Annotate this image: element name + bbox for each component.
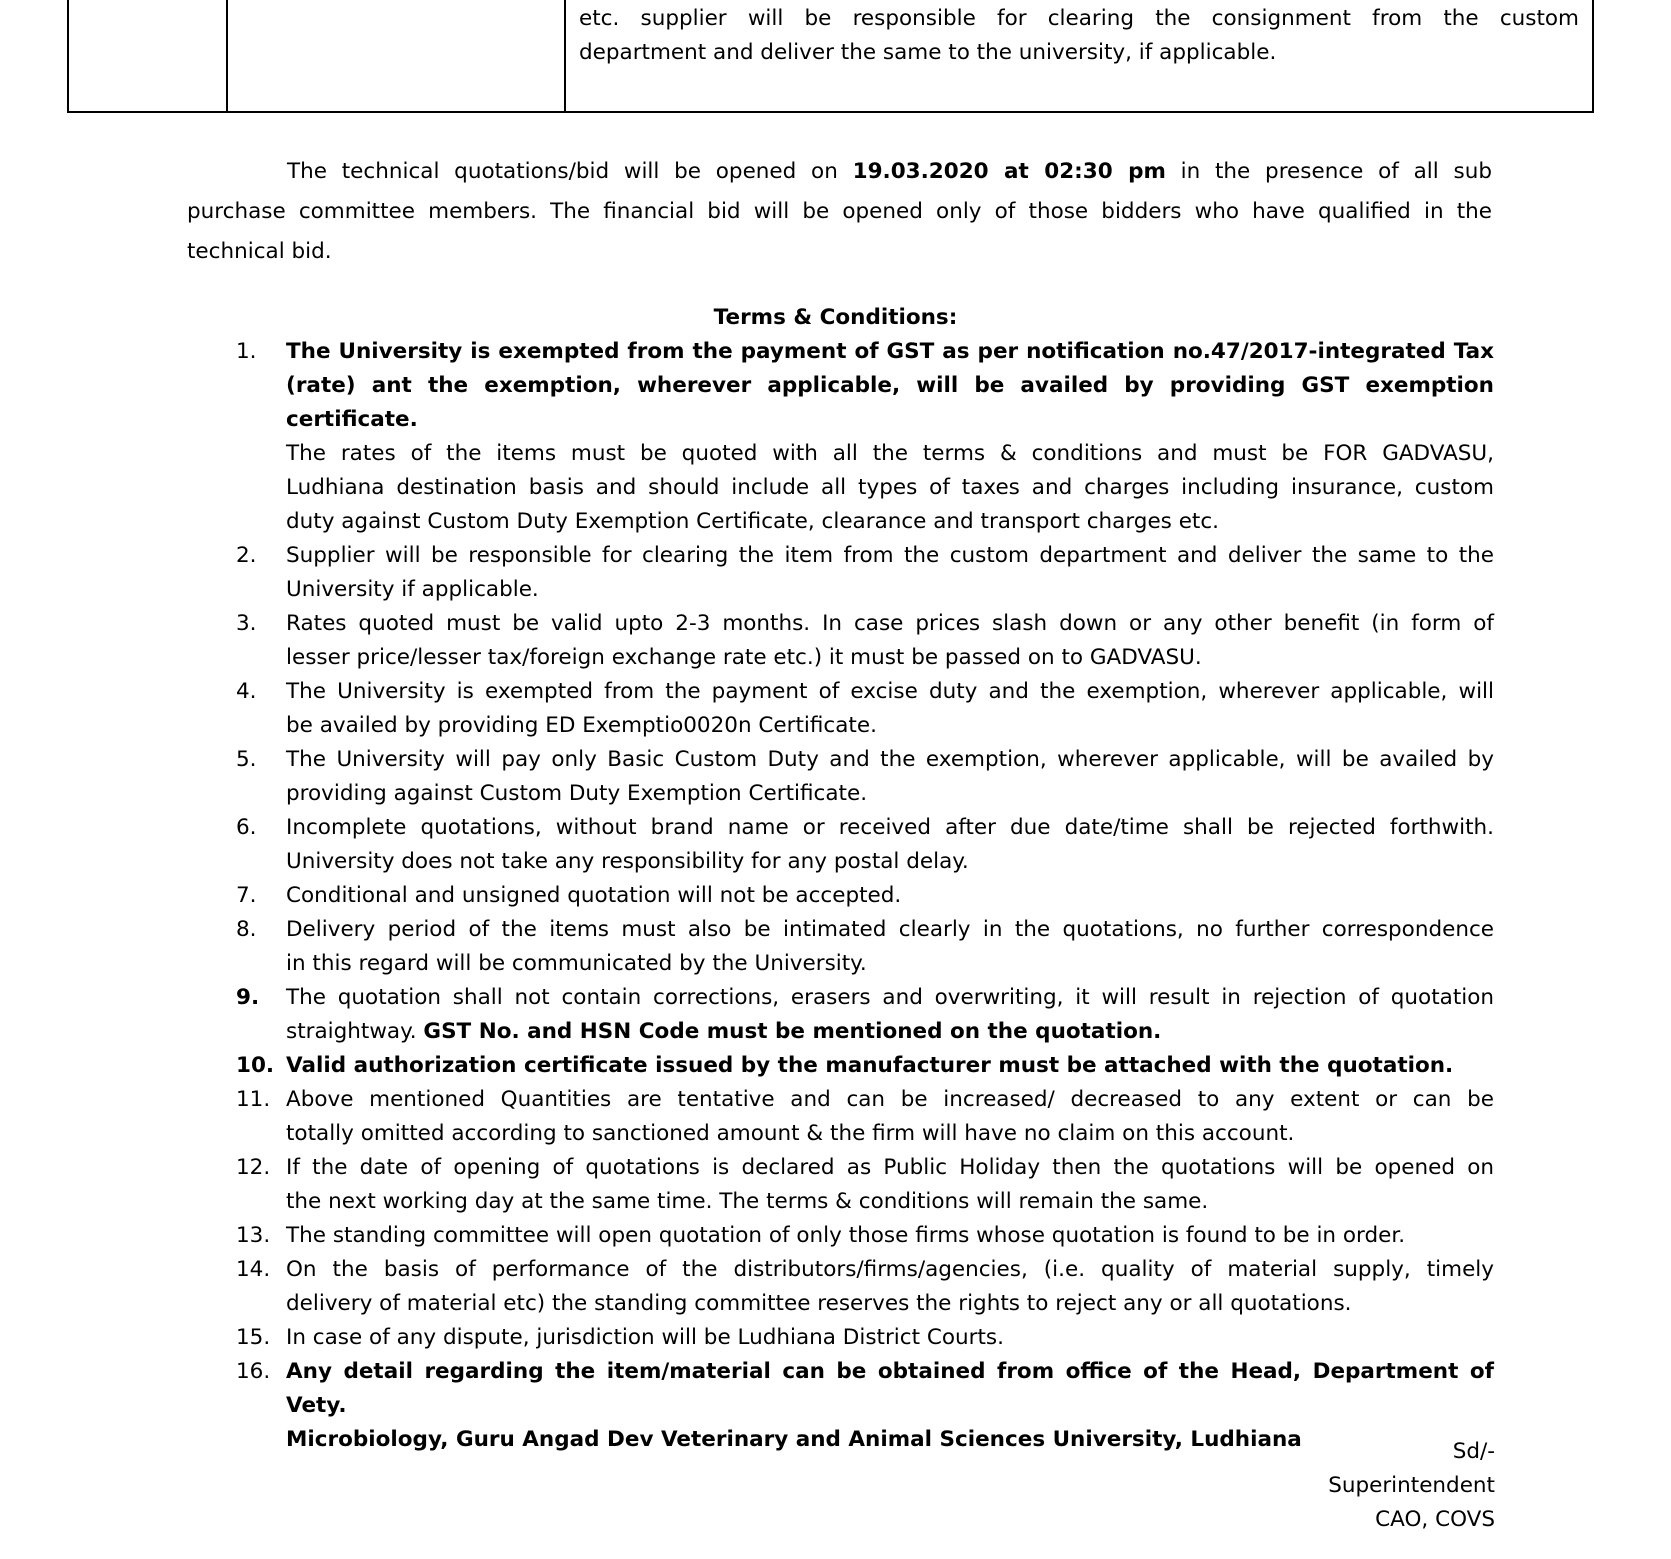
term-number: 15. [236,1325,271,1350]
term-emphasis: GST No. and HSN Code must be mentioned on the quotation. [423,1019,1162,1044]
term-line: The quotation shall not contain corrections, erasers and overwriting, it will result in rejection of quotation [286,985,1494,1010]
term-line: The University is exempted from the payment of GST as per notification no.47/2017-integrated Tax [286,339,1494,364]
term-line: Valid authorization certificate issued by the manufacturer must be attached with the quotation. [286,1053,1454,1078]
term-number: 6. [236,815,257,840]
term-line: On the basis of performance of the distributors/firms/agencies, (i.e. quality of material supply, timely [286,1257,1494,1282]
terms-list [236,335,1494,1457]
term-line: If the date of opening of quotations is declared as Public Holiday then the quotations will be opened on [286,1155,1494,1180]
term-line: The rates of the items must be quoted with all the terms & conditions and must be FOR GADVASU, [286,441,1494,466]
term-line: (rate) ant the exemption, wherever applicable, will be availed by providing GST exemption certificate. [286,373,1494,432]
opening-paragraph [187,152,1492,272]
term-number: 9. [236,985,260,1010]
term-text: straightway. [286,1019,417,1044]
term-line: Microbiology, Guru Angad Dev Veterinary and Animal Sciences University, Ludhiana [286,1427,1302,1452]
table-cell-empty-1 [69,0,228,111]
term-item [236,879,1494,913]
term-number: 5. [236,747,257,772]
signature-sd: Sd/- [1452,1439,1495,1464]
signature-designation: Superintendent [1328,1473,1495,1498]
term-number: 8. [236,917,257,942]
term-item [236,675,1494,743]
opening-date: 19.03.2020 at 02:30 pm [852,159,1166,184]
signature-block [1328,1435,1495,1537]
opening-line: technical bid. [187,239,332,264]
table-text-line: etc. supplier will be responsible for clearing the consignment from the custom [579,6,1579,31]
opening-line: purchase committee members. The financial bid will be opened only of those bidders who have qualified in the [187,199,1492,224]
term-line: lesser price/lesser tax/foreign exchange rate etc.) it must be passed on to GADVASU. [286,645,1202,670]
term-item [236,1049,1494,1083]
term-number: 14. [236,1257,271,1282]
term-line: The University is exempted from the payment of excise duty and the exemption, wherever applicable, will [286,679,1494,704]
term-line: University if applicable. [286,577,539,602]
term-item [236,1219,1494,1253]
term-item [236,539,1494,607]
term-line: Rates quoted must be valid upto 2-3 months. In case prices slash down or any other benefit (in form of [286,611,1494,636]
term-number: 3. [236,611,257,636]
term-item [236,811,1494,879]
term-item [236,607,1494,675]
term-line: The standing committee will open quotation of only those firms whose quotation is found to be in order. [286,1223,1406,1248]
table-cell-empty-2 [228,0,566,111]
term-number: 13. [236,1223,271,1248]
term-line: the next working day at the same time. The terms & conditions will remain the same. [286,1189,1209,1214]
term-line: Incomplete quotations, without brand name or received after due date/time shall be rejected forthwith. [286,815,1494,840]
terms-heading: Terms & Conditions: [713,305,958,330]
table-fragment [67,0,1594,113]
term-line: Above mentioned Quantities are tentative and can be increased/ decreased to any extent or can be [286,1087,1494,1112]
term-number: 16. [236,1359,271,1384]
term-number: 4. [236,679,257,704]
term-line: in this regard will be communicated by the University. [286,951,867,976]
term-item [236,1321,1494,1355]
term-item [236,913,1494,981]
term-item [236,981,1494,1049]
term-item [236,743,1494,811]
table-cell-text [579,2,1579,70]
term-line: In case of any dispute, jurisdiction will be Ludhiana District Courts. [286,1325,1004,1350]
term-number: 12. [236,1155,271,1180]
term-item [236,335,1494,539]
term-line: The University will pay only Basic Custom Duty and the exemption, wherever applicable, will be availed by [286,747,1494,772]
term-line: Conditional and unsigned quotation will not be accepted. [286,883,902,908]
table-text-line: department and deliver the same to the university, if applicable. [579,40,1277,65]
term-number: 10. [236,1053,275,1078]
term-line: duty against Custom Duty Exemption Certificate, clearance and transport charges etc. [286,509,1220,534]
term-line: providing against Custom Duty Exemption Certificate. [286,781,868,806]
term-number: 7. [236,883,257,908]
term-line [286,1015,1494,1049]
term-item [236,1355,1494,1457]
opening-text: in the presence of all sub [1180,159,1492,184]
term-line: Any detail regarding the item/material can be obtained from office of the Head, Department of Vety. [286,1359,1494,1418]
term-line: totally omitted according to sanctioned amount & the firm will have no claim on this account. [286,1121,1295,1146]
term-line: be availed by providing ED Exemptio0020n Certificate. [286,713,877,738]
term-line: Delivery period of the items must also be intimated clearly in the quotations, no further correspondence [286,917,1494,942]
term-number: 11. [236,1087,271,1112]
opening-line [187,152,1492,192]
term-line: Ludhiana destination basis and should include all types of taxes and charges including insurance, custom [286,475,1494,500]
term-item [236,1151,1494,1219]
term-line: University does not take any responsibility for any postal delay. [286,849,969,874]
term-line: Supplier will be responsible for clearing the item from the custom department and deliver the same to the [286,543,1494,568]
opening-text: The technical quotations/bid will be opened on [287,159,838,184]
signature-office: CAO, COVS [1375,1507,1495,1532]
term-line: delivery of material etc) the standing committee reserves the rights to reject any or all quotations. [286,1291,1352,1316]
term-item [236,1253,1494,1321]
term-item [236,1083,1494,1151]
term-number: 1. [236,339,257,364]
term-number: 2. [236,543,257,568]
